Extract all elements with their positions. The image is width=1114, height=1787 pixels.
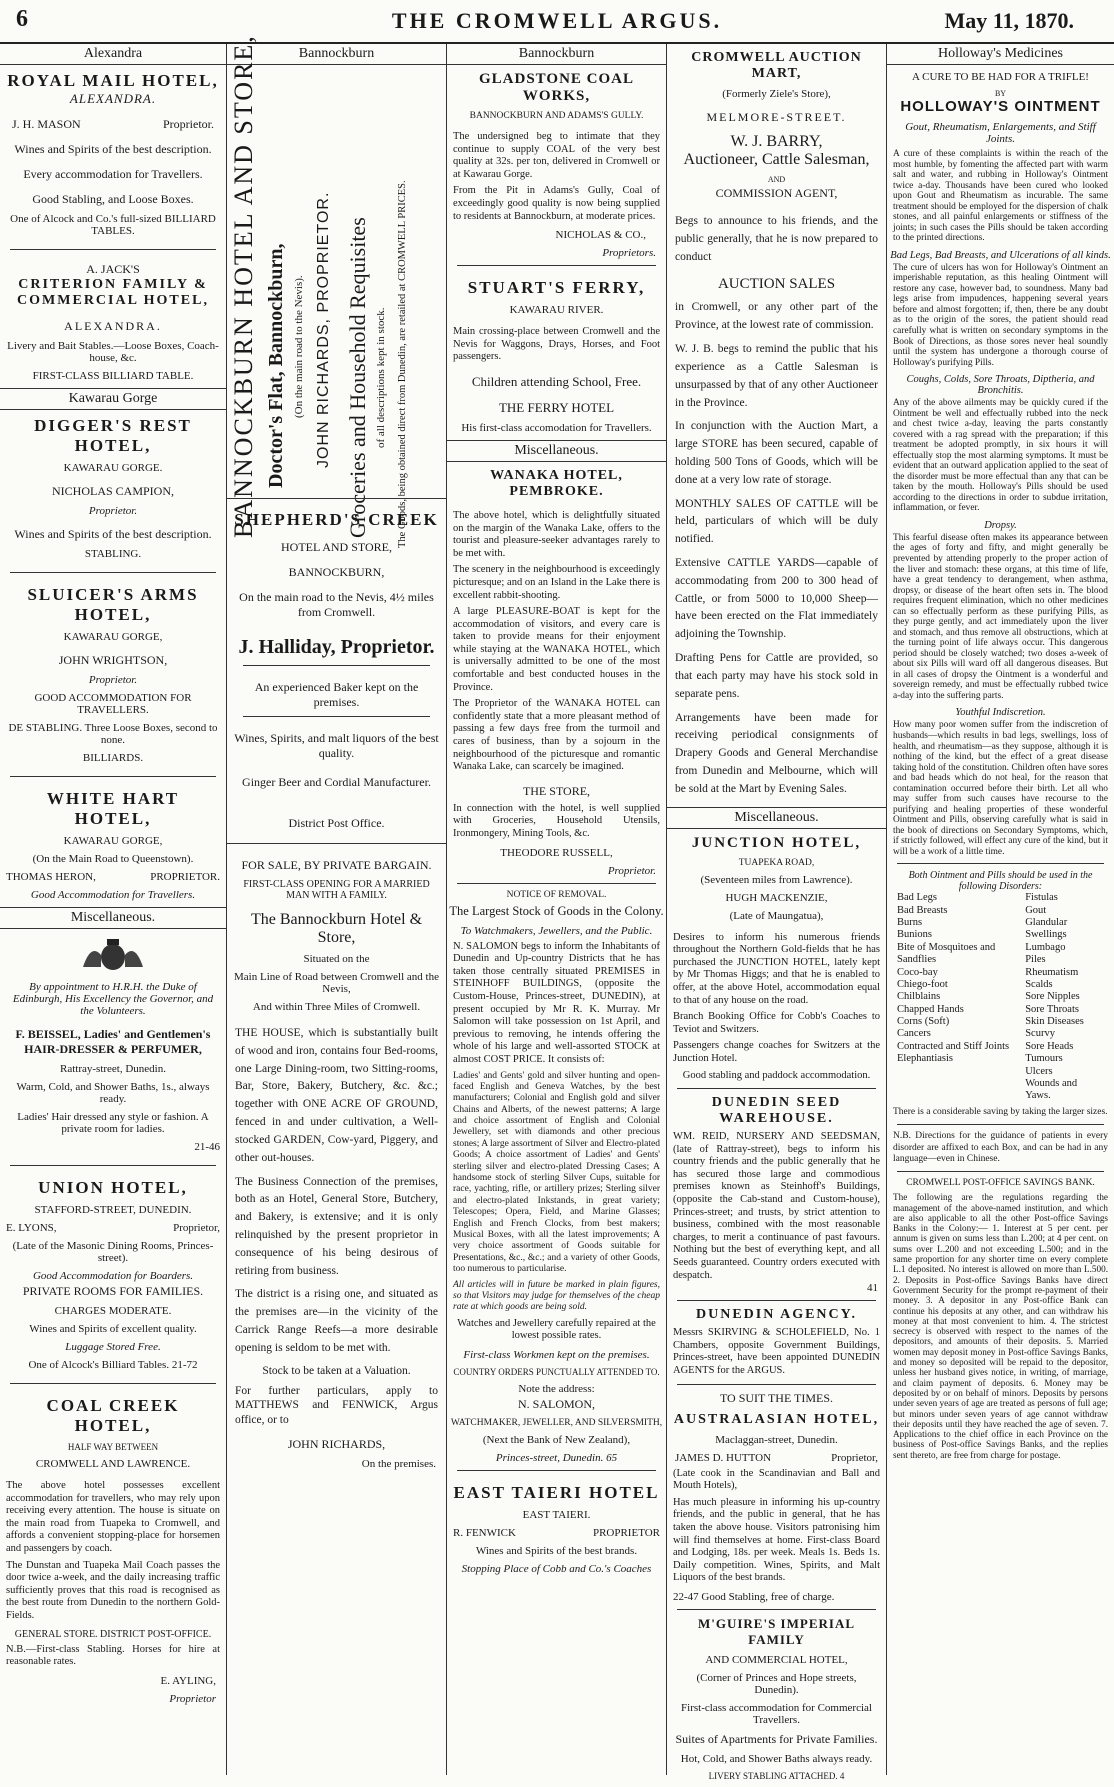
ad-body: In connection with the hotel, is well supplied with Groceries, Household Utensils, Ironmongery, Mining Tools, &c. bbox=[453, 802, 660, 839]
ad-line: Wines and Spirits of the best description. bbox=[14, 527, 212, 541]
divider bbox=[10, 249, 216, 250]
section-heading: Alexandra bbox=[0, 44, 226, 65]
divider bbox=[243, 716, 430, 717]
ad-body: The undersigned beg to intimate that they continue to supply COAL of the very best quality at 32s. per ton, delivered in Cromwell or at Kawarau Gorge. bbox=[453, 131, 660, 180]
column-3 bbox=[447, 44, 666, 1775]
ad-prop: Proprietor. bbox=[607, 864, 656, 877]
list-item: Sore Throats bbox=[1025, 1003, 1079, 1015]
divider bbox=[897, 1124, 1104, 1125]
royal-crest-icon bbox=[6, 935, 220, 975]
column-4 bbox=[667, 44, 886, 1781]
column-5 bbox=[887, 44, 1114, 1775]
ad-body: Desires to inform his numerous friends throughout the Northern Gold-fields that he has purchased the JUNCTION HOTEL, lately kept by Mr Thomas Higgs; and that he is enabled to offer, at the above Hotel, accommodation equal to that of any house on the road. bbox=[673, 931, 880, 1006]
list-item: Scalds bbox=[1025, 978, 1053, 990]
ad-line-with-code bbox=[667, 1591, 886, 1603]
list-item: Chilblains bbox=[897, 991, 941, 1003]
ad-street: Rattray-street, Dunedin. bbox=[60, 1063, 166, 1075]
ad-proprietor-line bbox=[667, 1452, 886, 1464]
ad-body: Drafting Pens for Cattle are provided, so that each party may have his stock sold in separate pens. bbox=[675, 652, 878, 700]
proprietor-label: PROPRIETOR. bbox=[150, 871, 220, 883]
ad-body: The following are the regulations regarding the management of the above-named institution, and which are also applicable to all the other Post-office Savings Banks in the Colony:— 1. Interest at 5 per cent. per annum is given on sums less than L.200; at 4 per cent. on sums over L.200 and not exceeding L.500; and in the same proportion for any shorter time on every complete L.1 deposited. No interest is allowed on more than L.500. 2. Deposits in Post-office Savings Banks have direct Government Security for the prompt re-payment of their money. 3. A depositor in any Post-office Bank can continue his deposits at any other, and can withdraw his money at that most convenient to him. 4. The strictest secrecy is observed with respect to the names of the depositors, and amounts of their deposits. 5. Married women may deposit money in Post-office Savings Banks, and money so deposited will be repaid to the depositor, unless her husband gives notice, in writing, of marriage, and claim payment of deposits. 6. Money may be deposited by or on behalf of minors. Deposits by persons under seven years of age are treated as persons of full age; but minors under seven years of age cannot withdraw their deposits until they have reached the age of seven. 7. Applications to the chief office in each Province on the business of Post-office Savings Banks, and the replies sent thereto, are free from charge for postage. bbox=[893, 1192, 1108, 1460]
section-heading: Kawarau Gorge bbox=[0, 388, 226, 410]
list-item: Lumbago bbox=[1025, 941, 1066, 953]
ad-sub: HOTEL AND STORE, bbox=[281, 540, 392, 554]
ad-proprietor-line bbox=[6, 871, 220, 883]
ad-line: Ginger Beer and Cordial Manufacturer. bbox=[242, 775, 431, 789]
ad-name: N. SALOMON, bbox=[517, 1396, 595, 1411]
ad-line: Good Stabling, and Loose Boxes. bbox=[32, 192, 194, 206]
ad-line: First-class accommodation for Commercial Travellers. bbox=[681, 1701, 872, 1726]
ad-line: Warm, Cold, and Shower Baths, 1s., always ready. bbox=[16, 1081, 210, 1105]
ad-line: GOOD ACCOMMODATION FOR TRAVELLERS. bbox=[34, 692, 192, 716]
ad-sluicers-arms-hotel bbox=[0, 579, 226, 770]
ad-white-hart-hotel bbox=[0, 783, 226, 907]
list-item: Glandular Swellings bbox=[1025, 917, 1068, 941]
list-item: Gout bbox=[1025, 904, 1047, 916]
ad-body: The district is a rising one, and situated as the premises are—in the vicinity of the Carrick Range Reefs—a more desirable opening is seldom to be met with. bbox=[235, 1288, 438, 1354]
divider bbox=[227, 498, 446, 499]
ad-prop: Proprietor. bbox=[88, 674, 138, 686]
ad-street: Maclaggan-street, Dunedin. bbox=[715, 1433, 838, 1446]
ad-owner: JOHN RICHARDS, bbox=[287, 1437, 386, 1452]
ad-sign: Proprietors. bbox=[602, 247, 656, 260]
ad-title: JUNCTION HOTEL, bbox=[691, 834, 862, 851]
ad-auction: AUCTION SALES bbox=[717, 276, 836, 293]
list-item: Chapped Hands bbox=[897, 1003, 964, 1015]
ad-proprietor-line bbox=[453, 1527, 660, 1539]
ad-title: WHITE HART HOTEL, bbox=[46, 789, 180, 828]
ad-line-with-code bbox=[6, 1359, 220, 1371]
ad-body: In conjunction with the Auction Mart, a large STORE has been secured, capable of holding 500 Tons of Goods, which will be done at a very low rate of storage. bbox=[675, 420, 878, 486]
ad-place: BANNOCKBURN, bbox=[288, 565, 385, 579]
ad-notice: NOTICE OF REMOVAL. bbox=[506, 889, 607, 900]
ad-street: MELMORE-STREET. bbox=[706, 110, 847, 124]
ad-address-line bbox=[447, 1452, 666, 1464]
vertical-line: of all descriptions kept in stock. bbox=[375, 307, 387, 448]
list-item: Coco-bay bbox=[897, 966, 938, 978]
ad-sub: BANNOCKBURN AND ADAMS'S GULLY. bbox=[469, 111, 644, 121]
list-item: Bite of Mosquitoes and Sandflies bbox=[897, 941, 996, 966]
list-item: Sore Nipples bbox=[1025, 991, 1080, 1003]
ad-body: Any of the above ailments may be quickly cured if the Ointment be well and effectually rubbed into the neck and chest twice a-day, leaving the parts constantly covered with a rag spread with the preparation; if this treatment be adopted promptly, in six hours it will effectually stop the most alarming symptoms. It must be evident that an outward application applied to the seat of the disorder must be more effectual than any that can be taken by the mouth. Holloway's Pills should be used according to the directions in order to subdue irritation, inflammation, or fever. bbox=[893, 398, 1108, 514]
issue-date: May 11, 1870. bbox=[944, 8, 1074, 33]
ad-code: 22-47 bbox=[673, 1590, 699, 1603]
ad-line: Watches and Jewellery carefully repaired at the lowest possible rates. bbox=[457, 1317, 656, 1342]
ad-title: SHEPHERD'S CREEK bbox=[234, 510, 439, 529]
divider bbox=[10, 1383, 216, 1384]
ad-line: Children attending School, Free. bbox=[471, 373, 642, 389]
list-item: Piles bbox=[1025, 954, 1046, 966]
ad-line: Situated on the bbox=[303, 953, 370, 965]
ad-body: Branch Booking Office for Cobb's Coaches to Teviot and Switzers. bbox=[673, 1011, 880, 1035]
ad-title: EAST TAIERI HOTEL bbox=[453, 1482, 660, 1502]
list-item: Bunions bbox=[897, 929, 933, 941]
ad-line: BILLIARDS. bbox=[82, 752, 144, 764]
ad-cromwell-auction-mart bbox=[667, 44, 886, 207]
ad-address: Princes-street, Dunedin. bbox=[495, 1451, 604, 1464]
list-item: Burns bbox=[897, 917, 923, 929]
ad-line: District Post Office. bbox=[288, 816, 385, 830]
ad-mguire-hotel bbox=[667, 1616, 886, 1787]
divider bbox=[457, 265, 656, 266]
ad-line: Good Accommodation for Boarders. bbox=[32, 1270, 194, 1282]
ad-body: Begs to announce to his friends, and the public generally, that he is now prepared to conduct bbox=[675, 215, 878, 263]
divider bbox=[457, 1470, 656, 1471]
ad-trade: Auctioneer, Cattle Salesman, bbox=[683, 151, 870, 168]
list-item: Rheumatism bbox=[1025, 966, 1079, 978]
proprietor-label: Proprietor. bbox=[163, 117, 214, 131]
list-item: Corns (Soft) bbox=[897, 1016, 950, 1028]
ad-title: CRITERION FAMILY & COMMERCIAL HOTEL, bbox=[17, 277, 209, 308]
ad-body: Good stabling and paddock accommodation. bbox=[682, 1069, 871, 1081]
ad-line: On the main road to the Nevis, 4½ miles from Cromwell. bbox=[239, 590, 434, 619]
ad-body: Extensive CATTLE YARDS—capable of accommodating from 200 to 300 head of Cattle, or from 5000 to 10,000 Sheep—have been erected on the Flat immediately adjoining the Township. bbox=[675, 557, 878, 641]
list-item: Cancers bbox=[897, 1028, 931, 1040]
ad-list-heading: Both Ointment and Pills should be used in the following Disorders: bbox=[908, 870, 1093, 893]
list-item: Sore Heads bbox=[1025, 1040, 1074, 1052]
ad-line: Luggage Stored Free. bbox=[65, 1341, 161, 1353]
ad-owner: THEODORE RUSSELL, bbox=[500, 846, 613, 859]
ad-title: UNION HOTEL, bbox=[38, 1178, 188, 1197]
ad-sub: AND COMMERCIAL HOTEL, bbox=[705, 1653, 848, 1666]
proprietor-name: E. LYONS, bbox=[6, 1222, 57, 1234]
divider bbox=[677, 1300, 876, 1301]
ad-owner: JOHN WRIGHTSON, bbox=[58, 653, 168, 667]
ad-for-sale bbox=[227, 850, 446, 1019]
ad-title: M'GUIRE'S IMPERIAL FAMILY bbox=[697, 1615, 856, 1647]
divider bbox=[897, 863, 1104, 864]
ad-note: N.B. Directions for the guidance of patients in every disorder are affixed to each Box, and can be had in any language—even in Chinese. bbox=[893, 1131, 1108, 1164]
ad-address: (Next the Bank of New Zealand), bbox=[482, 1433, 631, 1446]
list-item: Bad Breasts bbox=[897, 904, 948, 916]
ad-body: Has much pleasure in informing his up-country friends, and the public in general, that he has taken the above house. Visitors patronising him will find themselves at home. First-class Board and Lodging, 18s. per week. Meals 1s. Beds 1s. Daily competition. Wines, Spirits, and Malt Liquors of the best brands. bbox=[673, 1496, 880, 1584]
ad-trade: WATCHMAKER, JEWELLER, AND SILVERSMITH, bbox=[450, 1417, 663, 1428]
ad-body: The Proprietor of the WANAKA HOTEL can confidently state that a more pleasant method of passing a few days free from the turmoil and cares of business, than by a sojourn in the neighbourhood of the picturesque and romantic Wanaka Lake, can scarcely be imagined. bbox=[453, 698, 660, 773]
ad-line: LIVERY STABLING ATTACHED. bbox=[708, 1770, 838, 1781]
ad-line: Note the address: bbox=[518, 1382, 595, 1395]
ad-body: Passengers change coaches for Switzers at the Junction Hotel. bbox=[673, 1040, 880, 1064]
proprietor-label: PROPRIETOR bbox=[592, 1526, 660, 1539]
ad-body: Stock to be taken at a Valuation. bbox=[262, 1364, 411, 1377]
ad-proprietor-line bbox=[6, 1222, 220, 1234]
ad-title: COAL CREEK HOTEL, bbox=[46, 1396, 180, 1435]
ad-line: CHARGES MODERATE. bbox=[54, 1305, 172, 1317]
vertical-line: (On the main road to the Nevis). bbox=[293, 275, 305, 418]
ad-body: THE HOUSE, which is substantially built of wood and iron, contains four Bed-rooms, one Large Dining-room, two Sitting-rooms, Bar, Store, Bakery, Butchery, &c. &c.; together with ONE ACRE OF GROUND, fenced in and under cultivation, a Well-stocked GARDEN, Cow-yard, Piggery, and other out-houses. bbox=[235, 1027, 438, 1164]
ad-title: DIGGER'S REST HOTEL, bbox=[34, 416, 192, 455]
divider bbox=[677, 1609, 876, 1610]
list-item: Chiego-foot bbox=[897, 978, 948, 990]
ad-union-hotel bbox=[0, 1172, 226, 1377]
ad-owner: A. JACK'S bbox=[86, 262, 140, 276]
ad-and: AND bbox=[767, 175, 786, 184]
ad-sub: Dropsy. bbox=[984, 519, 1017, 531]
ad-owner: HUGH MACKENZIE, bbox=[725, 891, 828, 904]
ad-owner: NICHOLAS CAMPION, bbox=[51, 484, 174, 498]
ad-title: DUNEDIN SEED WAREHOUSE. bbox=[711, 1095, 842, 1127]
ad-body: WM. REID, NURSERY AND SEEDSMAN, (late of Rattray-street), begs to inform his country friends and the public generally that he has secured those large and commodious premises known as Steinhoff's Buildings, (opposite the Cab-stand and Custom-house), Princes-street; and trusts, by strict attention to business, combined with the most reasonable charges, to merit a continuance of past favours. Nothing but the best of everything kept, and all Seeds guaranteed. Country orders executed with despatch. bbox=[673, 1131, 880, 1281]
ad-name: The Bannockburn Hotel & Store, bbox=[250, 911, 423, 946]
ad-body: The cure of ulcers has won for Holloway's Ointment an imperishable reputation, as this healing Ointment will restore any case, however bad, to soundness. Many bad legs arise from impudences, happening several years before and almost forgotten; if, then, there be any doubt as to the origin of the sores, the patient should read carefully what is written on secondary symptoms in the Book of Directions, as those sores never heal soundly until the system has undergone a thorough course of Holloway's purifying Pills. bbox=[893, 262, 1108, 368]
ad-body: N. SALOMON begs to inform the Inhabitants of Dunedin and Up-country Districts that he has taken those centrally situated PREMISES in STEINHOFF BUILDINGS, (opposite the Custom-House, Princes-street, DUNEDIN), at present occupied by Mr R. K. Murray. Mr Salomon will take possession on 1st April, and previous to removing, he intends offering the whole of his large and well-assorted STOCK at almost COST PRICE. It consists of: bbox=[453, 940, 660, 1065]
ad-prop: Proprietor bbox=[169, 1692, 216, 1705]
ad-prop: Proprietor. bbox=[88, 505, 138, 517]
ad-body: From the Pit in Adams's Gully, Coal of exceedingly good quality is now being supplied to residents at Bannockburn, at moderate prices. bbox=[453, 185, 660, 222]
ad-body: in Cromwell, or any other part of the Province, at the lowest rate of commission. bbox=[675, 301, 878, 332]
list-item: Tumours bbox=[1025, 1053, 1063, 1065]
ad-line: FIRST-CLASS BILLIARD TABLE. bbox=[32, 370, 194, 382]
proprietor-name: R. FENWICK bbox=[453, 1526, 516, 1539]
divider bbox=[897, 1171, 1104, 1172]
section-heading: Bannockburn bbox=[447, 44, 666, 65]
ad-line: Wines and Spirits of the best description. bbox=[14, 142, 212, 156]
newspaper-title: THE CROMWELL ARGUS. bbox=[391, 8, 723, 33]
list-item: Scurvy bbox=[1025, 1028, 1055, 1040]
ad-sub: To Watchmakers, Jewellers, and the Public. bbox=[460, 924, 653, 937]
ad-place: KAWARAU GORGE, bbox=[63, 835, 163, 847]
ad-line: There is a considerable saving by taking the larger sizes. bbox=[893, 1106, 1108, 1117]
proprietor-name: JAMES D. HUTTON bbox=[675, 1451, 772, 1464]
ad-headline: The Largest Stock of Goods in the Colony. bbox=[449, 903, 664, 918]
ad-sub: (Formerly Ziele's Store), bbox=[722, 88, 831, 100]
ad-line: (Corner of Princes and Hope streets, Dunedin). bbox=[696, 1671, 857, 1696]
ad-line: THE STORE, bbox=[522, 783, 591, 798]
list-item: Skin Diseases bbox=[1025, 1016, 1084, 1028]
page-number: 6 bbox=[16, 6, 28, 32]
list-item: Wounds and Yaws. bbox=[1025, 1077, 1078, 1102]
ad-east-taieri-hotel bbox=[447, 1477, 666, 1581]
disorders-list-left bbox=[897, 892, 1025, 1102]
list-item: Ulcers bbox=[1025, 1065, 1053, 1077]
ad-title: DUNEDIN AGENCY. bbox=[696, 1307, 857, 1323]
ad-line: Ladies' Hair dressed any style or fashion. A private room for ladies. bbox=[17, 1111, 209, 1135]
ad-headline: A CURE TO BE HAD FOR A TRIFLE! bbox=[912, 71, 1089, 83]
list-item: Elephantiasis bbox=[897, 1053, 953, 1065]
ad-body: Messrs SKIRVING & SCHOLEFIELD, No. 1 Chambers, opposite Government Buildings, Princes-street, have been appointed DUNEDIN AGENTS for the ARGUS. bbox=[673, 1327, 880, 1376]
ad-gladstone-coal-works bbox=[447, 65, 666, 127]
ad-body: The above hotel possesses excellent accommodation for travellers, who may rely upon receiving every attention. The house is situate on the main road from Tuapeka to Cromwell, and affords a convenient stopping-place for horsemen and passengers by coach. bbox=[6, 1480, 220, 1554]
ad-line: Wines, Spirits, and malt liquors of the best quality. bbox=[234, 731, 439, 760]
ad-title: WANAKA HOTEL, PEMBROKE. bbox=[490, 467, 623, 499]
ad-line: His first-class accomodation for Travellers. bbox=[461, 421, 652, 434]
ad-body: The Dunstan and Tuapeka Mail Coach passes the door twice a-week, and the daily increasing traffic sufficiently proves that this road is recognised as the best route from Dunedin to the northern Gold-Fields. bbox=[6, 1559, 220, 1621]
ad-note: All articles will in future be marked in plain figures, so that Visitors may judge for themselves of the cheap rate at which goods are being sold. bbox=[453, 1279, 660, 1313]
ad-body: The Business Connection of the premises, both as an Hotel, General Store, Butchery, and Bakery, is extensive; and it is only relinquished by the present proprietor in consequence of his being desirous of retiring from business. bbox=[235, 1175, 438, 1277]
divider bbox=[243, 665, 430, 666]
list-item: Bad Legs bbox=[897, 892, 937, 904]
ad-line: (Late of the Masonic Dining Rooms, Princes-street). bbox=[12, 1240, 214, 1264]
ad-owner: J. Halliday, Proprietor. bbox=[238, 636, 435, 658]
ad-place: KAWARAU GORGE. bbox=[63, 462, 163, 474]
ad-title: GLADSTONE COAL WORKS, bbox=[478, 71, 634, 104]
ad-line-with-code bbox=[673, 1771, 880, 1781]
ad-place: ALEXANDRA. bbox=[64, 319, 162, 333]
ad-sub: Bad Legs, Bad Breasts, and Ulcerations of all kinds. bbox=[890, 249, 1111, 261]
section-heading: Miscellaneous. bbox=[0, 907, 226, 929]
divider bbox=[10, 776, 216, 777]
ad-line: Livery and Bait Stables.—Loose Boxes, Coach-house, &c. bbox=[7, 340, 219, 364]
ad-wanaka-hotel bbox=[447, 462, 666, 506]
ad-street: STAFFORD-STREET, DUNEDIN. bbox=[34, 1204, 192, 1216]
divider bbox=[677, 1088, 876, 1089]
ad-body: The scenery in the neighbourhood is exceedingly picturesque; and on an Island in the Lake there is excellent rabbit-shooting. bbox=[453, 564, 660, 601]
ad-title: ROYAL MAIL HOTEL, bbox=[7, 71, 219, 90]
ad-code: 4 bbox=[839, 1770, 845, 1781]
ad-line: (Late of Maungatua), bbox=[729, 909, 824, 922]
ad-body: MONTHLY SALES OF CATTLE will be held, particulars of which will be duly notified. bbox=[675, 497, 878, 546]
ad-line: One of Alcock's Billiard Tables. bbox=[28, 1359, 170, 1371]
ad-body: How many poor women suffer from the indiscretion of husbands—which results in bad legs, swellings, loss of health, and rheumatism—as they suppose, although it is nothing of the kind, but the effect of a great disease taking hold of the constitution. Children often have sores and bad heads which do not heal, for the reason that contamination occurred before their birth. Let all who may suffer from such causes have recourse to the purifying and healing properties of these wonderful Ointment and Pills, observing carefully what is said in the book of directions on Secondary Symptoms, which, if strictly followed, will effect any cure of the kind, but it will be a work of a little time. bbox=[893, 720, 1108, 857]
ad-line: Wines and Spirits of the best brands. bbox=[475, 1544, 638, 1557]
ad-proprietor-line bbox=[6, 117, 220, 132]
section-heading: Holloway's Medicines bbox=[887, 44, 1114, 65]
ad-sub: FIRST-CLASS OPENING FOR A MARRIED MAN WITH A FAMILY. bbox=[243, 879, 430, 901]
ad-line: N.B.—First-class Stabling. Horses for hire at reasonable rates. bbox=[6, 1643, 220, 1668]
ad-title: CROMWELL AUCTION MART, bbox=[691, 50, 862, 81]
ad-road: (On the Main Road to Queenstown). bbox=[32, 853, 194, 865]
ad-line: First-class Workmen kept on the premises. bbox=[463, 1348, 650, 1361]
disorders-list bbox=[887, 892, 1114, 1102]
ad-body: A large PLEASURE-BOAT is kept for the accommodation of visitors, and every care is taken to provide means for their enjoyment while staying at the WANAKA HOTEL, which is universally admitted to be one of the most comfortable and best conducted houses in the Province. bbox=[453, 606, 660, 693]
ad-agent: COMMISSION AGENT, bbox=[715, 186, 838, 200]
ad-sub: Gout, Rheumatism, Enlargements, and Stiff Joints. bbox=[905, 121, 1096, 145]
section-heading: Bannockburn bbox=[227, 44, 446, 65]
proprietor-name: J. H. MASON bbox=[12, 117, 81, 131]
section-heading: Miscellaneous. bbox=[667, 807, 886, 829]
ad-line: THE FERRY HOTEL bbox=[498, 399, 615, 415]
ad-title: SLUICER'S ARMS HOTEL, bbox=[27, 585, 199, 624]
vertical-line: Doctor's Flat, Bannockburn, bbox=[265, 243, 287, 488]
ad-beissel bbox=[0, 929, 226, 1159]
ad-body: Arrangements have been made for receiving periodical consignments of Drapery Goods and General Merchandise from Dunedin and Melbourne, which will be sold at the Mart by Evening Sales. bbox=[675, 711, 878, 795]
masthead bbox=[0, 0, 1114, 44]
ad-line: On the premises. bbox=[361, 1458, 436, 1471]
ad-line: Suites of Apartments for Private Families. bbox=[675, 1731, 878, 1746]
ad-sub: HALF WAY BETWEEN bbox=[67, 1442, 159, 1452]
divider bbox=[457, 883, 656, 884]
vertical-line: JOHN RICHARDS, PROPRIETOR. bbox=[315, 191, 332, 468]
ad-body: Main crossing-place between Cromwell and the Nevis for Waggons, Drays, Horses, and Foot passengers. bbox=[453, 326, 660, 363]
ad-appointment: By appointment to H.R.H. the Duke of Edinburgh, His Excellency the Governor, and the Volunteers. bbox=[12, 981, 214, 1017]
ad-headline: CROMWELL POST-OFFICE SAVINGS BANK. bbox=[906, 1178, 1095, 1189]
ad-line: Stopping Place of Cobb and Co.'s Coaches bbox=[461, 1562, 652, 1575]
ad-sub: KAWARAU RIVER. bbox=[509, 304, 604, 317]
ad-line: An experienced Baker kept on the premises. bbox=[254, 680, 419, 709]
ad-line: Wines and Spirits of excellent quality. bbox=[29, 1323, 197, 1335]
divider bbox=[10, 572, 216, 573]
list-item: Fistulas bbox=[1025, 892, 1058, 904]
ad-line: (Late cook in the Scandinavian and Ball and Mouth Hotels), bbox=[673, 1467, 880, 1492]
ad-line: Hot, Cold, and Shower Baths always ready. bbox=[680, 1752, 873, 1765]
ad-line: PRIVATE ROOMS FOR FAMILIES. bbox=[22, 1284, 204, 1298]
ad-body: A cure of these complaints is within the reach of the most humble, by fomenting the affected part with warm salt and water, and rubbing in Holloway's Ointment twice a-day. Thousands have been cured who looked upon Gout and Rheumatism as incurable. The same treatment should be employed for the dispersion of chalk stones, and all painful enlargements or stiffness of the joints; in such cases the Pills should be taken according to the printed directions. bbox=[893, 149, 1108, 244]
ad-line: COUNTRY ORDERS PUNCTUALLY ATTENDED TO. bbox=[453, 1366, 660, 1377]
ad-code: 21-46 bbox=[194, 1141, 220, 1153]
ad-title: HOLLOWAY'S OINTMENT bbox=[900, 98, 1101, 115]
ad-sub: TUAPEKA ROAD, bbox=[738, 857, 815, 868]
ad-places: CROMWELL AND LAWRENCE. bbox=[35, 1458, 191, 1470]
proprietor-name: THOMAS HERON, bbox=[6, 871, 96, 883]
list-item: Contracted and Stiff Joints bbox=[897, 1040, 1010, 1052]
vertical-line: The Goods, being obtained direct from Dunedin, are retailed at CROMWELL PRICES. bbox=[397, 180, 408, 548]
ad-royal-mail-hotel bbox=[0, 65, 226, 243]
ad-shepherds-creek bbox=[227, 504, 446, 1470]
ad-sub: Coughs, Colds, Sore Throats, Diptheria, and Bronchitis. bbox=[906, 374, 1095, 397]
ad-title: AUSTRALASIAN HOTEL, bbox=[673, 1411, 880, 1427]
ad-junction-hotel bbox=[667, 829, 886, 928]
ad-criterion-hotel bbox=[0, 256, 226, 388]
divider bbox=[677, 1384, 876, 1385]
proprietor-label: Proprietor, bbox=[173, 1222, 220, 1234]
ad-line: (Seventeen miles from Lawrence). bbox=[700, 873, 853, 886]
ad-title: FOR SALE, BY PRIVATE BARGAIN. bbox=[241, 858, 432, 872]
ad-sub: Youthful Indiscretion. bbox=[955, 707, 1046, 719]
ad-items: Ladies' and Gents' gold and silver hunting and open-faced English and Geneva Watches, by the best manufacturers; Colonial and English gold and silver Chains and Alberts, of the newest patterns; A large and choice assortment of English and Colonial Jewellery, set with diamonds and other precious stones; A large assortment of Silver and Electro-plated Goods; A choice assortment of Ladies' and Gents' sterling silver and electro-plated Dressing Cases; A handsome stock of sterling Silver Cups, suitable for race, yachting, rifle, or artillery prizes; Sterling silver and electro-plated Inkstands, in great variety; Telescopes; Opera, Field, and Marine Glasses; English and French Clocks, from best makers; Musical Boxes, with all the latest improvements; A very choice assortment of Goods suitable for Presentations, &c., &c.; and a variety of other Goods, too numerous to particularise. bbox=[453, 1070, 660, 1275]
section-heading: Miscellaneous. bbox=[447, 440, 666, 462]
ad-title: F. BEISSEL, Ladies' and Gentlemen's HAIR-DRESSER & PERFUMER, bbox=[15, 1027, 211, 1056]
ad-code: 65 bbox=[606, 1451, 618, 1464]
ad-line: And within Three Miles of Cromwell. bbox=[252, 1001, 421, 1013]
ad-body: The above hotel, which is delightfully situated on the margin of the Wanaka Lake, offers to the tourist and pleasure-seeker advantages rarely to be met with. bbox=[453, 509, 660, 559]
ad-diggers-rest-hotel bbox=[0, 410, 226, 566]
ad-place: ALEXANDRA. bbox=[69, 91, 157, 106]
ad-line: DE STABLING. Three Loose Boxes, second to none. bbox=[8, 722, 218, 746]
vertical-ad-bannockburn-hotel bbox=[227, 34, 446, 568]
proprietor-label: Proprietor, bbox=[831, 1451, 878, 1464]
ad-code: 21-72 bbox=[171, 1359, 198, 1371]
ad-line: Every accommodation for Travellers. bbox=[23, 167, 203, 181]
divider bbox=[10, 1165, 216, 1166]
ad-body: W. J. B. begs to remind the public that his experience as a Cattle Salesman is unsurpassed by that of any other Auctioneer in the Province. bbox=[675, 343, 878, 409]
ad-holloways-ointment bbox=[887, 65, 1114, 147]
ad-line: Good Stabling, free of charge. bbox=[701, 1590, 835, 1603]
ad-owner: E. AYLING, bbox=[160, 1674, 216, 1687]
disorders-list-right bbox=[1025, 892, 1104, 1102]
ad-line: GENERAL STORE. DISTRICT POST-OFFICE. bbox=[14, 1628, 212, 1640]
ad-stuarts-ferry bbox=[447, 272, 666, 322]
ad-sub: EAST TAIERI. bbox=[522, 1508, 591, 1521]
ad-title: STUART'S FERRY, bbox=[467, 278, 646, 298]
ad-line: One of Alcock and Co.'s full-sized BILLIARD TABLES. bbox=[10, 213, 216, 237]
column-2 bbox=[227, 34, 446, 1775]
ad-by: BY bbox=[994, 89, 1007, 98]
ad-line: Main Line of Road between Cromwell and the Nevis, bbox=[234, 971, 439, 995]
column-1 bbox=[0, 44, 226, 1775]
ad-body: This fearful disease often makes its appearance between the ages of forty and fifty, and might generally be prevented by attending properly to the proper action of the liver and stomach: these organs, at this time of life, have a great tendency to derangement, when asthma, dropsy, or disease of the heart often sets in. The blood requires frequent elimination, which no other medicines can so effectually perform as these purifying Pills, as they purge gently, and act immediately upon the liver and stomach, and thus remove all obstructions, which at the turning point of life always occur. This dangerous period should be closely watched; two doses a-week of about six Pills will ward off all dangerous diseases. But in all cases of dropsy the Ointment is a wonderful and sovereign remedy, and must be effectually rubbed twice a-day into the suffering parts. bbox=[893, 532, 1108, 701]
divider bbox=[227, 843, 446, 844]
ad-code: 41 bbox=[867, 1282, 878, 1295]
ad-coal-creek-hotel bbox=[0, 1390, 226, 1476]
ad-place: KAWARAU GORGE, bbox=[63, 631, 163, 643]
ad-body: For further particulars, apply to MATTHEWS and FENWICK, Argus office, or to bbox=[235, 1385, 438, 1426]
vertical-title: BANNOCKBURN HOTEL AND STORE, bbox=[229, 34, 258, 538]
ad-line: STABLING. bbox=[84, 548, 142, 560]
ad-sign: NICHOLAS & CO., bbox=[555, 229, 646, 242]
vertical-line: Groceries and Household Requisites bbox=[345, 217, 370, 538]
ad-line: Good Accommodation for Travellers. bbox=[30, 889, 196, 901]
ad-headline: TO SUIT THE TIMES. bbox=[719, 1390, 834, 1405]
ad-name: W. J. BARRY, bbox=[730, 133, 823, 150]
